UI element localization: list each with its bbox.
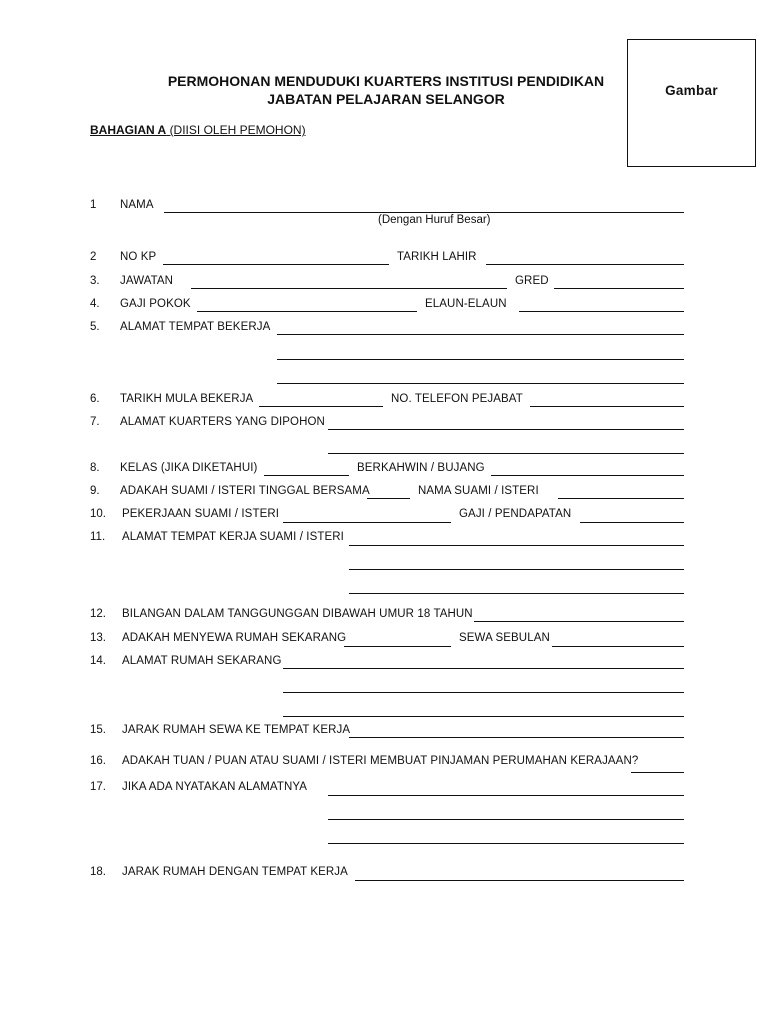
section-title: BAHAGIAN A: [90, 123, 167, 137]
label-sewa: SEWA SEBULAN: [459, 632, 550, 644]
item-number-5: 5.: [90, 321, 100, 333]
field-gaji[interactable]: [580, 522, 684, 523]
item-number-18: 18.: [90, 866, 106, 878]
label-telefon: NO. TELEFON PEJABAT: [391, 393, 523, 405]
item-number-13: 13.: [90, 632, 106, 644]
label-gaji: GAJI / PENDAPATAN: [459, 508, 572, 520]
field-alamat-kuarters-1[interactable]: [328, 429, 684, 430]
field-alamatnya-2[interactable]: [328, 819, 684, 820]
field-sewa[interactable]: [552, 646, 684, 647]
field-telefon[interactable]: [530, 406, 684, 407]
field-tinggal-bersama[interactable]: [367, 498, 410, 499]
nama-note: (Dengan Huruf Besar): [378, 214, 491, 226]
label-bilangan: BILANGAN DALAM TANGGUNGGAN DIBAWAH UMUR 18 TAHUN: [122, 608, 473, 620]
label-nama: NAMA: [120, 199, 154, 211]
label-alamat-kuarters: ALAMAT KUARTERS YANG DIPOHON: [120, 416, 325, 428]
label-berkahwin: BERKAHWIN / BUJANG: [357, 462, 485, 474]
field-alamatnya-3[interactable]: [328, 843, 684, 844]
field-bilangan[interactable]: [474, 621, 684, 622]
field-alamat-kerja-suami-2[interactable]: [349, 569, 684, 570]
item-number-12: 12.: [90, 608, 106, 620]
label-menyewa: ADAKAH MENYEWA RUMAH SEKARANG: [122, 632, 347, 644]
item-number-2: 2: [90, 251, 97, 263]
field-alamat-rumah-2[interactable]: [283, 692, 684, 693]
form-title-line1: PERMOHONAN MENDUDUKI KUARTERS INSTITUSI PENDIDIKAN: [167, 73, 605, 89]
field-nama-suami[interactable]: [558, 498, 684, 499]
section-subtitle: (DIISI OLEH PEMOHON): [169, 123, 306, 137]
label-tarikh-lahir: TARIKH LAHIR: [397, 251, 477, 263]
label-gred: GRED: [515, 275, 549, 287]
label-nama-suami: NAMA SUAMI / ISTERI: [418, 485, 539, 497]
label-pekerjaan: PEKERJAAN SUAMI / ISTERI: [122, 508, 280, 520]
field-alamat-rumah-1[interactable]: [283, 668, 684, 669]
item-number-4: 4.: [90, 298, 100, 310]
field-jawatan[interactable]: [191, 288, 507, 289]
item-number-14: 14.: [90, 655, 106, 667]
field-no-kp[interactable]: [163, 264, 389, 265]
form-title-line2: JABATAN PELAJARAN SELANGOR: [267, 91, 505, 107]
photo-label: Gambar: [665, 83, 718, 98]
section-heading: [90, 123, 306, 137]
label-tarikh-mula: TARIKH MULA BEKERJA: [120, 393, 254, 405]
label-gaji-pokok: GAJI POKOK: [120, 298, 191, 310]
item-number-6: 6.: [90, 393, 100, 405]
label-alamatnya: JIKA ADA NYATAKAN ALAMATNYA: [122, 781, 308, 793]
label-pinjaman: ADAKAH TUAN / PUAN ATAU SUAMI / ISTERI MEMBUAT PINJAMAN PERUMAHAN KERAJAAN?: [122, 755, 639, 767]
field-alamatnya-1[interactable]: [328, 795, 684, 796]
field-alamat-kerja-3[interactable]: [277, 383, 684, 384]
item-number-10: 10.: [90, 508, 106, 520]
label-no-kp: NO KP: [120, 251, 157, 263]
field-alamat-kerja-suami-1[interactable]: [349, 545, 684, 546]
field-nama[interactable]: [164, 212, 684, 213]
field-alamat-kerja-suami-3[interactable]: [349, 593, 684, 594]
field-pekerjaan[interactable]: [283, 522, 451, 523]
label-alamat-kerja: ALAMAT TEMPAT BEKERJA: [120, 321, 271, 333]
label-jarak-sewa: JARAK RUMAH SEWA KE TEMPAT KERJA: [122, 724, 351, 736]
field-kelas[interactable]: [264, 475, 349, 476]
label-alamat-rumah: ALAMAT RUMAH SEKARANG: [122, 655, 282, 667]
item-number-8: 8.: [90, 462, 100, 474]
field-alamat-rumah-3[interactable]: [283, 716, 684, 717]
field-alamat-kerja-1[interactable]: [277, 334, 684, 335]
field-jarak-kerja[interactable]: [355, 880, 684, 881]
field-gaji-pokok[interactable]: [197, 311, 417, 312]
label-tinggal-bersama: ADAKAH SUAMI / ISTERI TINGGAL BERSAMA: [120, 485, 370, 497]
item-number-11: 11.: [90, 531, 106, 543]
photo-box[interactable]: [627, 39, 756, 167]
item-number-9: 9.: [90, 485, 100, 497]
item-number-1: 1: [90, 199, 97, 211]
item-number-17: 17.: [90, 781, 106, 793]
field-alamat-kerja-2[interactable]: [277, 359, 684, 360]
item-number-15: 15.: [90, 724, 106, 736]
field-elaun[interactable]: [519, 311, 684, 312]
field-gred[interactable]: [554, 288, 684, 289]
item-number-3: 3.: [90, 275, 100, 287]
field-pinjaman[interactable]: [631, 772, 684, 773]
label-kelas: KELAS (JIKA DIKETAHUI): [120, 462, 258, 474]
label-elaun: ELAUN-ELAUN: [425, 298, 507, 310]
label-jarak-kerja: JARAK RUMAH DENGAN TEMPAT KERJA: [122, 866, 348, 878]
field-jarak-sewa[interactable]: [349, 737, 684, 738]
item-number-7: 7.: [90, 416, 100, 428]
label-jawatan: JAWATAN: [120, 275, 174, 287]
field-tarikh-lahir[interactable]: [486, 264, 684, 265]
field-berkahwin[interactable]: [491, 475, 684, 476]
field-tarikh-mula[interactable]: [259, 406, 383, 407]
label-alamat-kerja-suami: ALAMAT TEMPAT KERJA SUAMI / ISTERI: [122, 531, 344, 543]
field-alamat-kuarters-2[interactable]: [328, 453, 684, 454]
item-number-16: 16.: [90, 755, 106, 767]
field-menyewa[interactable]: [344, 646, 451, 647]
